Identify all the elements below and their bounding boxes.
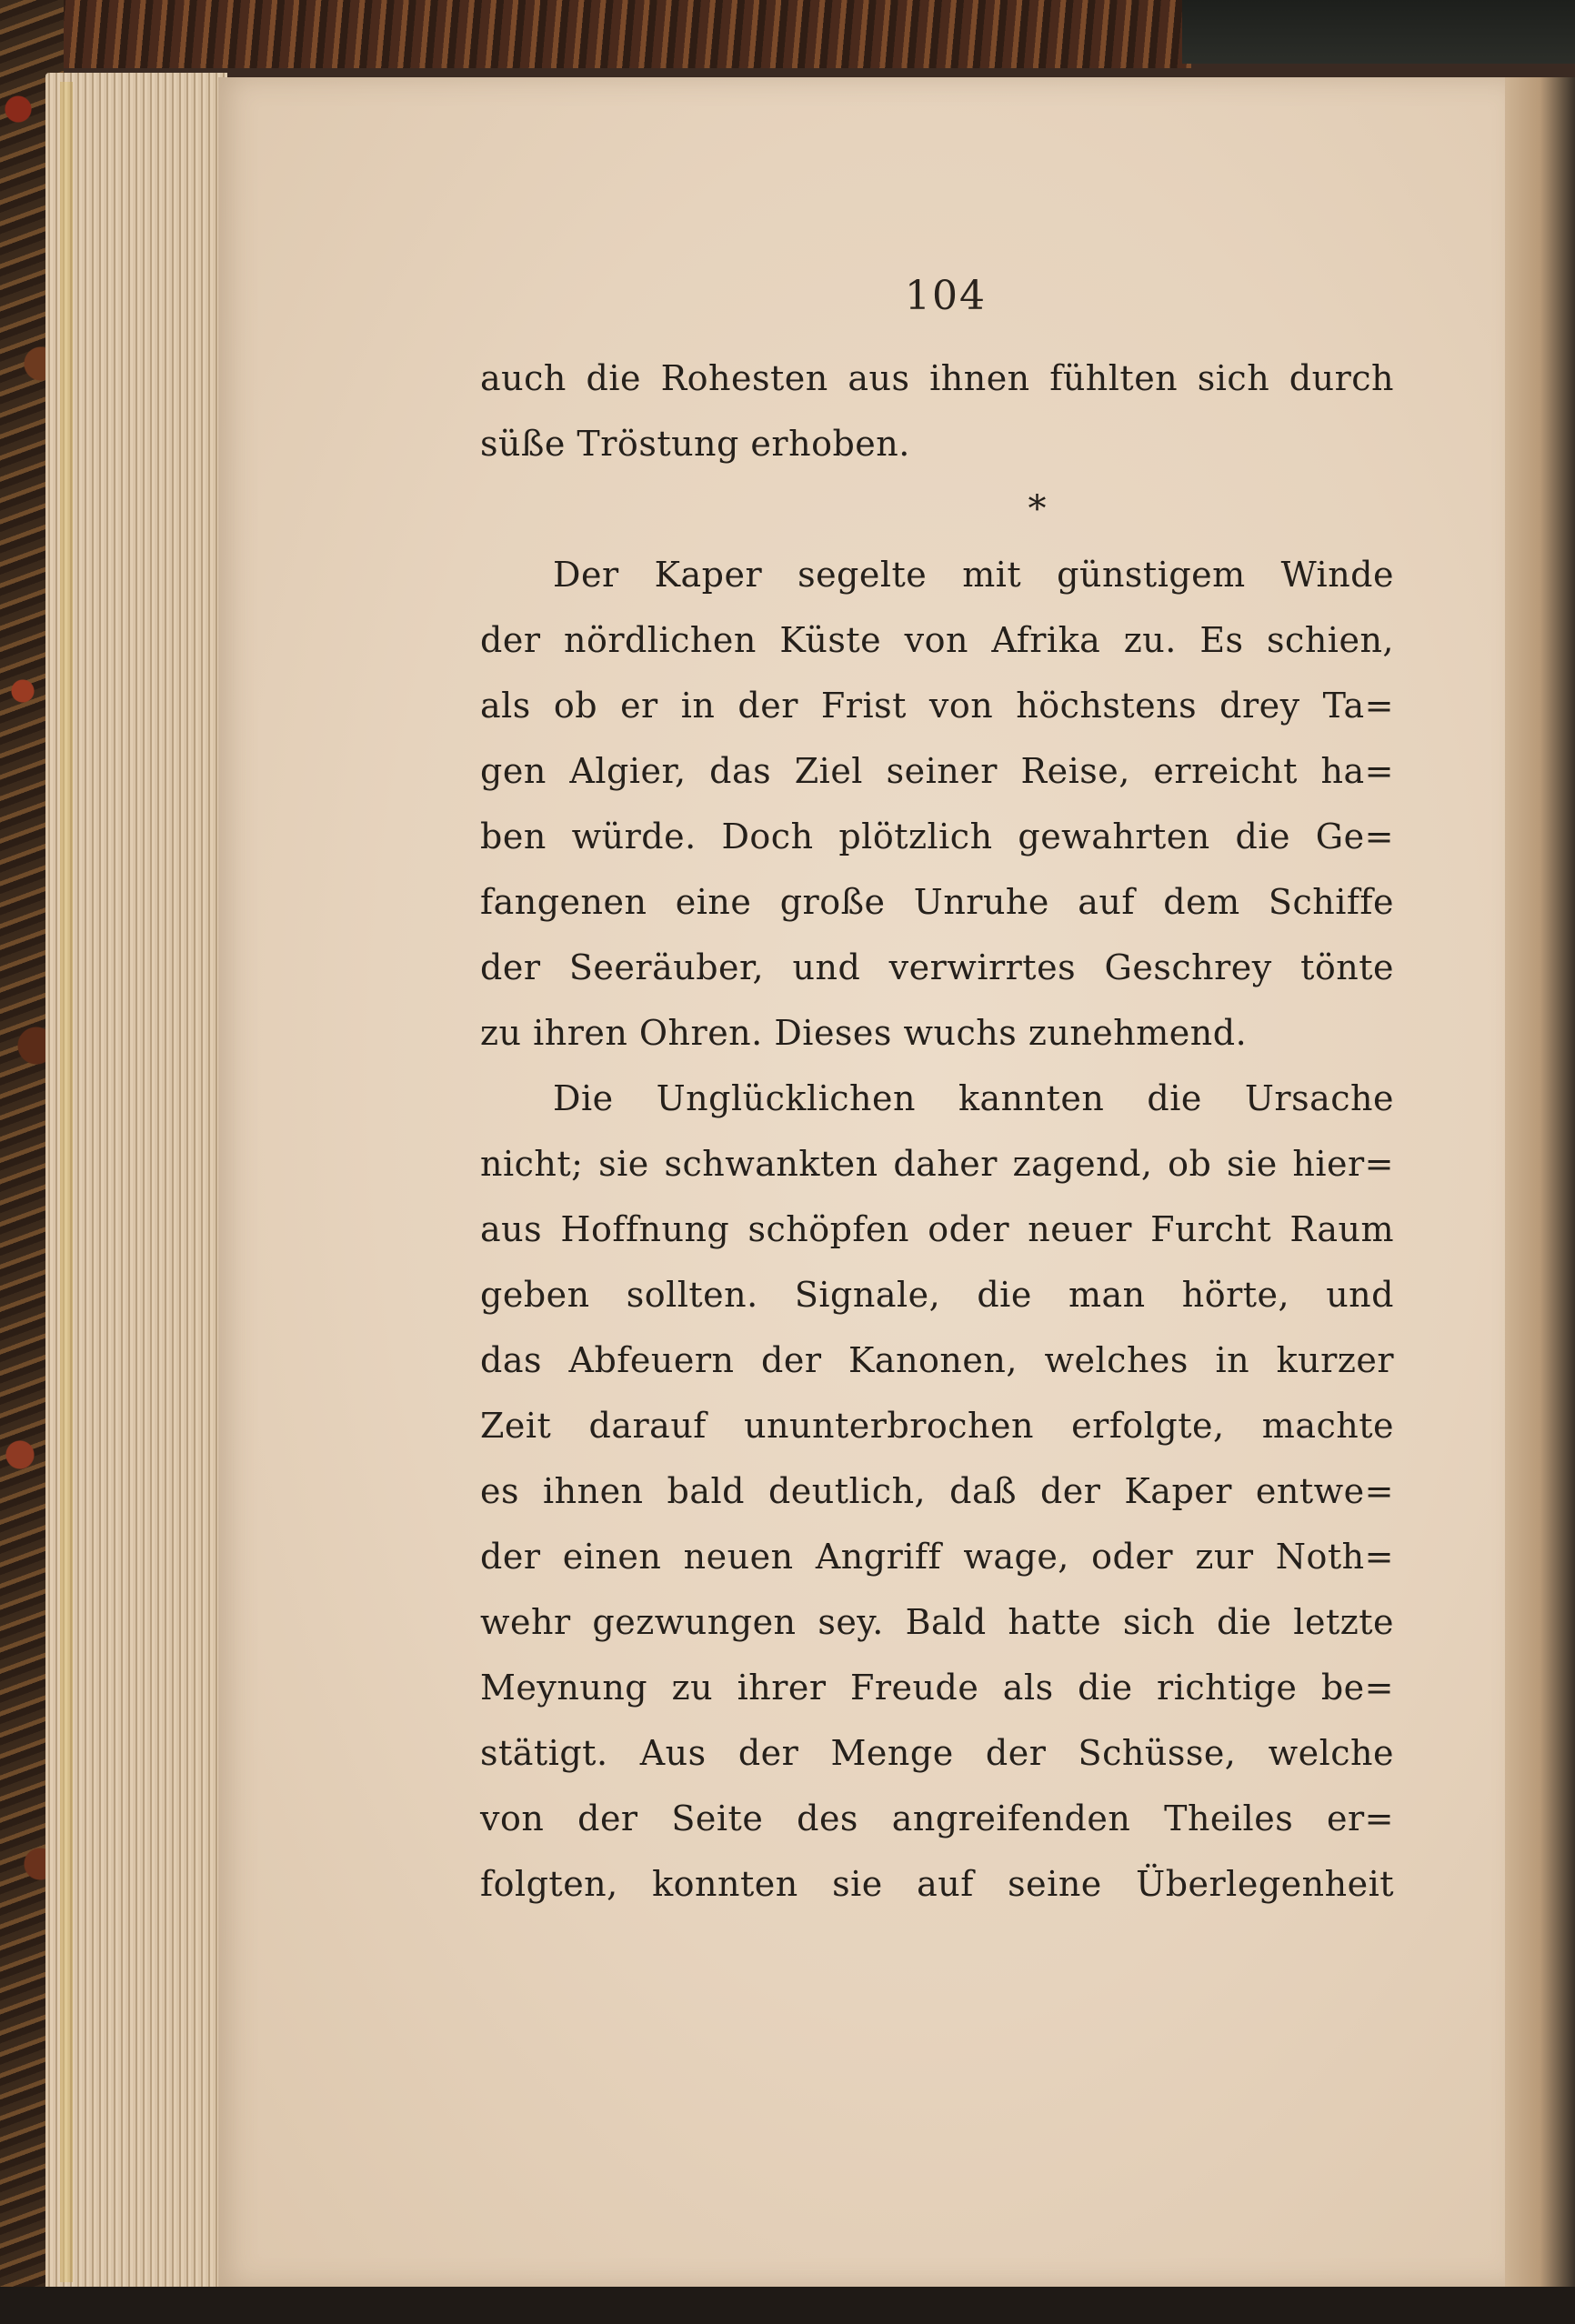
text-line: auch die Rohesten aus ihnen fühlten sich durch <box>480 358 1394 398</box>
page-edges <box>45 73 227 2291</box>
text-line: der Seeräuber, und verwirrtes Geschrey tönte <box>480 947 1394 987</box>
text-line: Die Unglücklichen kannten die Ursache <box>553 1078 1394 1118</box>
text-line: Zeit darauf ununterbrochen erfolgte, machte <box>480 1406 1394 1446</box>
background-shadow <box>1182 0 1575 64</box>
facing-page-edge <box>1505 77 1575 2287</box>
gilt-edge <box>60 82 73 2282</box>
text-line: stätigt. Aus der Menge der Schüsse, welche <box>480 1733 1394 1773</box>
text-line: ben würde. Doch plötzlich gewahrten die Ge= <box>480 816 1394 856</box>
text-line: der einen neuen Angriff wage, oder zur Noth= <box>480 1537 1394 1577</box>
bottom-shadow <box>0 2287 1575 2324</box>
text-line: der nördlichen Küste von Afrika zu. Es schien, <box>480 620 1394 660</box>
text-line: das Abfeuern der Kanonen, welches in kurzer <box>480 1340 1394 1380</box>
text-line: Meynung zu ihrer Freude als die richtige be= <box>480 1668 1394 1708</box>
text-line: von der Seite des angreifenden Theiles er= <box>480 1798 1394 1838</box>
text-line: süße Tröstung erhoben. <box>480 424 910 464</box>
text-line: wehr gezwungen sey. Bald hatte sich die letzte <box>480 1602 1394 1642</box>
text-line: fangenen eine große Unruhe auf dem Schiffe <box>480 882 1394 922</box>
text-line: aus Hoffnung schöpfen oder neuer Furcht Raum <box>480 1209 1394 1249</box>
text-line: nicht; sie schwankten daher zagend, ob sie hier= <box>480 1144 1394 1184</box>
page-text <box>480 346 1394 1917</box>
text-line: zu ihren Ohren. Dieses wuchs zunehmend. <box>480 1013 1248 1053</box>
text-line: gen Algier, das Ziel seiner Reise, erreicht ha= <box>480 751 1394 791</box>
text-line: es ihnen bald deutlich, daß der Kaper entwe= <box>480 1471 1394 1511</box>
text-line: Der Kaper segelte mit günstigem Winde <box>553 555 1394 595</box>
text-line: als ob er in der Frist von höchstens drey Ta= <box>480 686 1394 726</box>
book-cover-top <box>0 0 1191 68</box>
text-line: folgten, konnten sie auf seine Überlegenheit <box>480 1864 1394 1904</box>
section-separator: * <box>1028 488 1047 530</box>
text-line: geben sollten. Signale, die man hörte, und <box>480 1275 1394 1315</box>
page-number: 104 <box>905 273 987 319</box>
